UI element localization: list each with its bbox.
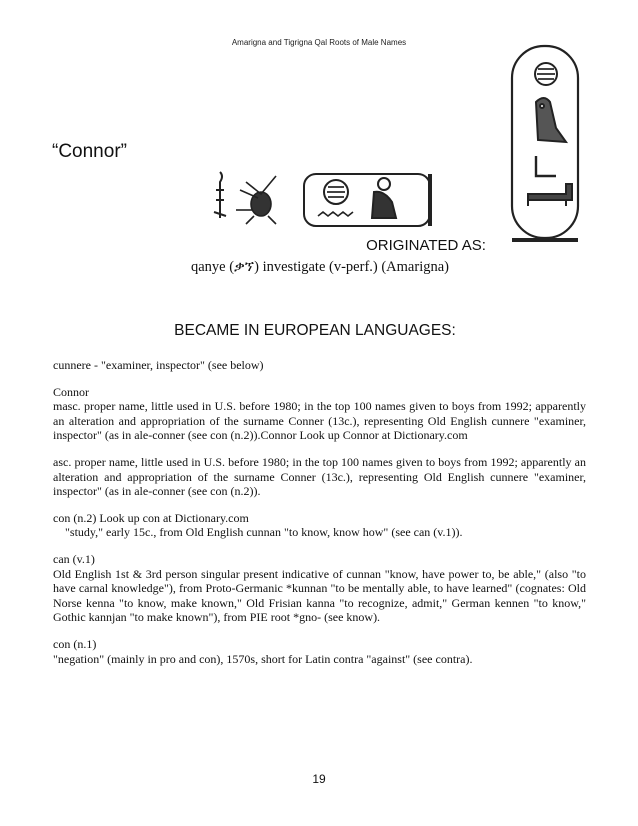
lion-bed-icon — [528, 184, 572, 206]
hieroglyph-group — [206, 170, 436, 230]
etymology-body — [53, 358, 586, 678]
entry: Connor masc. proper name, little used in U.S. before 1980; in the top 100 names given to boys from 1992; apparently an alteration and appropriation of the surname Conner (13c.), representing Old English cunnere "examiner, inspector" (as in ale-conner (see con (n.2)).Connor Look up Connor at Dictionary.com — [53, 384, 586, 443]
entry: cunnere - "examiner, inspector" (see below) — [53, 358, 264, 372]
cartouche-icon — [506, 44, 586, 244]
entry: can (v.1) Old English 1st & 3rd person singular present indicative of cunnan "know, have power to, be able," (also "to have carnal knowledge"), from Proto-Germanic *kunnan "to be mentally able, to have learned" (cognates: Old Norse kenna "to know, make known," Old Frisian kanna "to recognize, admit," German kennen "to know," Gothic kannjan "to make known"), from PIE root *gno- (see know). — [53, 551, 586, 625]
owl-icon — [536, 98, 566, 142]
entry: con (n.2) Look up con at Dictionary.com "study," early 15c., from Old English cunnan "to know, know how" (see can (v.1)). — [53, 511, 586, 540]
seated-figure-icon — [372, 178, 396, 218]
sun-disc-icon — [324, 180, 348, 204]
entry: asc. proper name, little used in U.S. before 1980; in the top 100 names given to boys from 1992; apparently an alteration and appropriation of the surname Conner (13c.), representing Old English cunnere "examiner, inspector" (as in ale-conner (see con (n.2)). — [53, 454, 586, 499]
water-icon — [318, 212, 353, 216]
entry: con (n.1) "negation" (mainly in pro and con), 1570s, short for Latin contra "against" (see contra). — [53, 637, 586, 666]
entry-head: can (v.1) — [53, 551, 95, 566]
sun-disc-icon — [535, 63, 557, 85]
entry-head: Connor — [53, 384, 89, 399]
running-header: Amarigna and Tigrigna Qal Roots of Male Names — [231, 38, 407, 47]
page-number: 19 — [312, 772, 326, 786]
originated-line: qanye (ቃኘ) investigate (v-perf.) (Amarigna) — [191, 259, 449, 275]
cartouche-horizontal-icon — [304, 174, 430, 226]
bee-icon — [236, 176, 276, 224]
name-heading: “Connor” — [52, 141, 127, 162]
originated-heading: ORIGINATED AS: — [366, 237, 486, 254]
entry-head: con (n.1) — [53, 636, 97, 651]
shen-ring-icon — [536, 156, 556, 176]
reed-icon — [214, 172, 226, 218]
entry-head: con (n.2) Look up con at Dictionary.com — [53, 510, 249, 525]
became-heading: BECAME IN EUROPEAN LANGUAGES: — [174, 322, 456, 339]
